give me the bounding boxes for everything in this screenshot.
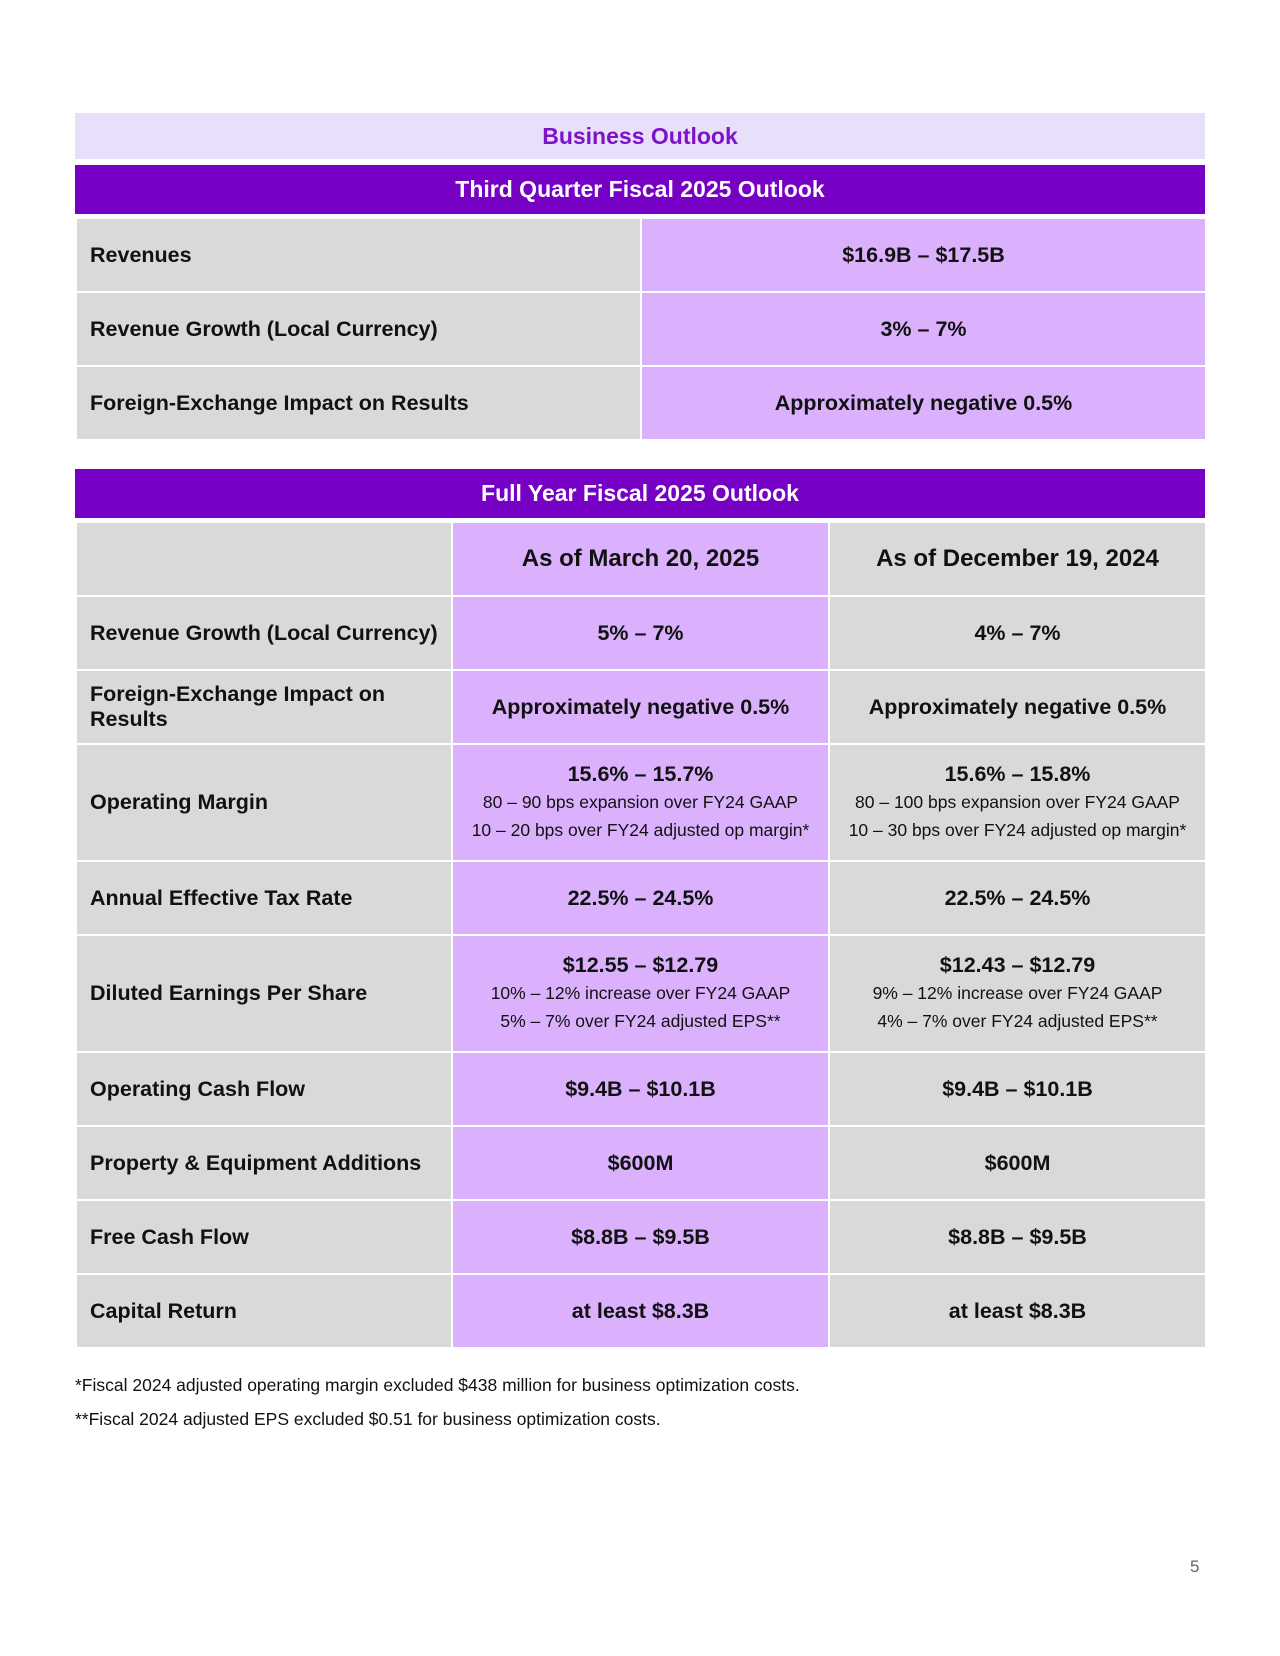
q3-outlook-table <box>75 217 1207 441</box>
table-row <box>76 596 1206 670</box>
prior-value <box>829 744 1206 861</box>
prior-detail: 9% – 12% increase over FY24 GAAP <box>872 983 1163 1003</box>
row-value: $16.9B – $17.5B <box>641 218 1206 292</box>
header-row <box>76 522 1206 596</box>
header-empty-cell <box>76 522 452 596</box>
fy-outlook-table <box>75 521 1207 1349</box>
current-value: Approximately negative 0.5% <box>452 670 829 744</box>
table-row <box>76 218 1206 292</box>
table-row <box>76 670 1206 744</box>
prior-detail: 80 – 100 bps expansion over FY24 GAAP <box>855 792 1180 812</box>
row-label: Revenue Growth (Local Currency) <box>76 596 452 670</box>
footnote-eps: **Fiscal 2024 adjusted EPS excluded $0.51 for business optimization costs. <box>75 1409 661 1429</box>
current-value: at least $8.3B <box>452 1274 829 1348</box>
prior-value: at least $8.3B <box>829 1274 1206 1348</box>
current-detail: 10% – 12% increase over FY24 GAAP <box>490 983 791 1003</box>
prior-main: 15.6% – 15.8% <box>944 762 1091 786</box>
row-label: Operating Cash Flow <box>76 1052 452 1126</box>
row-label: Property & Equipment Additions <box>76 1126 452 1200</box>
footnote-operating-margin: *Fiscal 2024 adjusted operating margin excluded $438 million for business optimization costs. <box>75 1375 800 1395</box>
prior-detail: 4% – 7% over FY24 adjusted EPS** <box>877 1011 1158 1031</box>
prior-value: $9.4B – $10.1B <box>829 1052 1206 1126</box>
prior-value: 4% – 7% <box>829 596 1206 670</box>
business-outlook <box>75 113 1205 1349</box>
table-row <box>76 744 1206 861</box>
table-row <box>76 366 1206 440</box>
row-label: Foreign-Exchange Impact on Results <box>76 366 641 440</box>
prior-value <box>829 935 1206 1052</box>
column-header-prior: As of December 19, 2024 <box>829 522 1206 596</box>
current-value: 5% – 7% <box>452 596 829 670</box>
current-detail: 80 – 90 bps expansion over FY24 GAAP <box>482 792 799 812</box>
current-detail: 5% – 7% over FY24 adjusted EPS** <box>500 1011 781 1031</box>
current-main: 15.6% – 15.7% <box>567 762 714 786</box>
prior-value: $600M <box>829 1126 1206 1200</box>
table-row <box>76 1052 1206 1126</box>
current-value: $600M <box>452 1126 829 1200</box>
current-value <box>452 744 829 861</box>
prior-main: $12.43 – $12.79 <box>939 953 1096 977</box>
prior-value: 22.5% – 24.5% <box>829 861 1206 935</box>
table-row <box>76 1126 1206 1200</box>
table-row <box>76 1274 1206 1348</box>
row-label: Diluted Earnings Per Share <box>76 935 452 1052</box>
row-value: 3% – 7% <box>641 292 1206 366</box>
current-value: 22.5% – 24.5% <box>452 861 829 935</box>
q3-outlook-title: Third Quarter Fiscal 2025 Outlook <box>75 165 1205 214</box>
row-value: Approximately negative 0.5% <box>641 366 1206 440</box>
footnotes <box>75 1368 800 1436</box>
table-row <box>76 935 1206 1052</box>
row-label: Capital Return <box>76 1274 452 1348</box>
table-row <box>76 1200 1206 1274</box>
row-label: Free Cash Flow <box>76 1200 452 1274</box>
row-label: Revenues <box>76 218 641 292</box>
current-main: $12.55 – $12.79 <box>562 953 719 977</box>
current-value: $8.8B – $9.5B <box>452 1200 829 1274</box>
fy-outlook-title: Full Year Fiscal 2025 Outlook <box>75 469 1205 518</box>
prior-detail: 10 – 30 bps over FY24 adjusted op margin* <box>848 820 1187 840</box>
prior-value: $8.8B – $9.5B <box>829 1200 1206 1274</box>
row-label: Foreign-Exchange Impact on Results <box>76 670 452 744</box>
current-detail: 10 – 20 bps over FY24 adjusted op margin* <box>471 820 810 840</box>
row-label: Annual Effective Tax Rate <box>76 861 452 935</box>
table-row <box>76 292 1206 366</box>
current-value <box>452 935 829 1052</box>
current-value: $9.4B – $10.1B <box>452 1052 829 1126</box>
prior-value: Approximately negative 0.5% <box>829 670 1206 744</box>
row-label: Operating Margin <box>76 744 452 861</box>
section-title: Business Outlook <box>75 113 1205 159</box>
table-row <box>76 861 1206 935</box>
page-number: 5 <box>1190 1557 1200 1576</box>
column-header-current: As of March 20, 2025 <box>452 522 829 596</box>
row-label: Revenue Growth (Local Currency) <box>76 292 641 366</box>
